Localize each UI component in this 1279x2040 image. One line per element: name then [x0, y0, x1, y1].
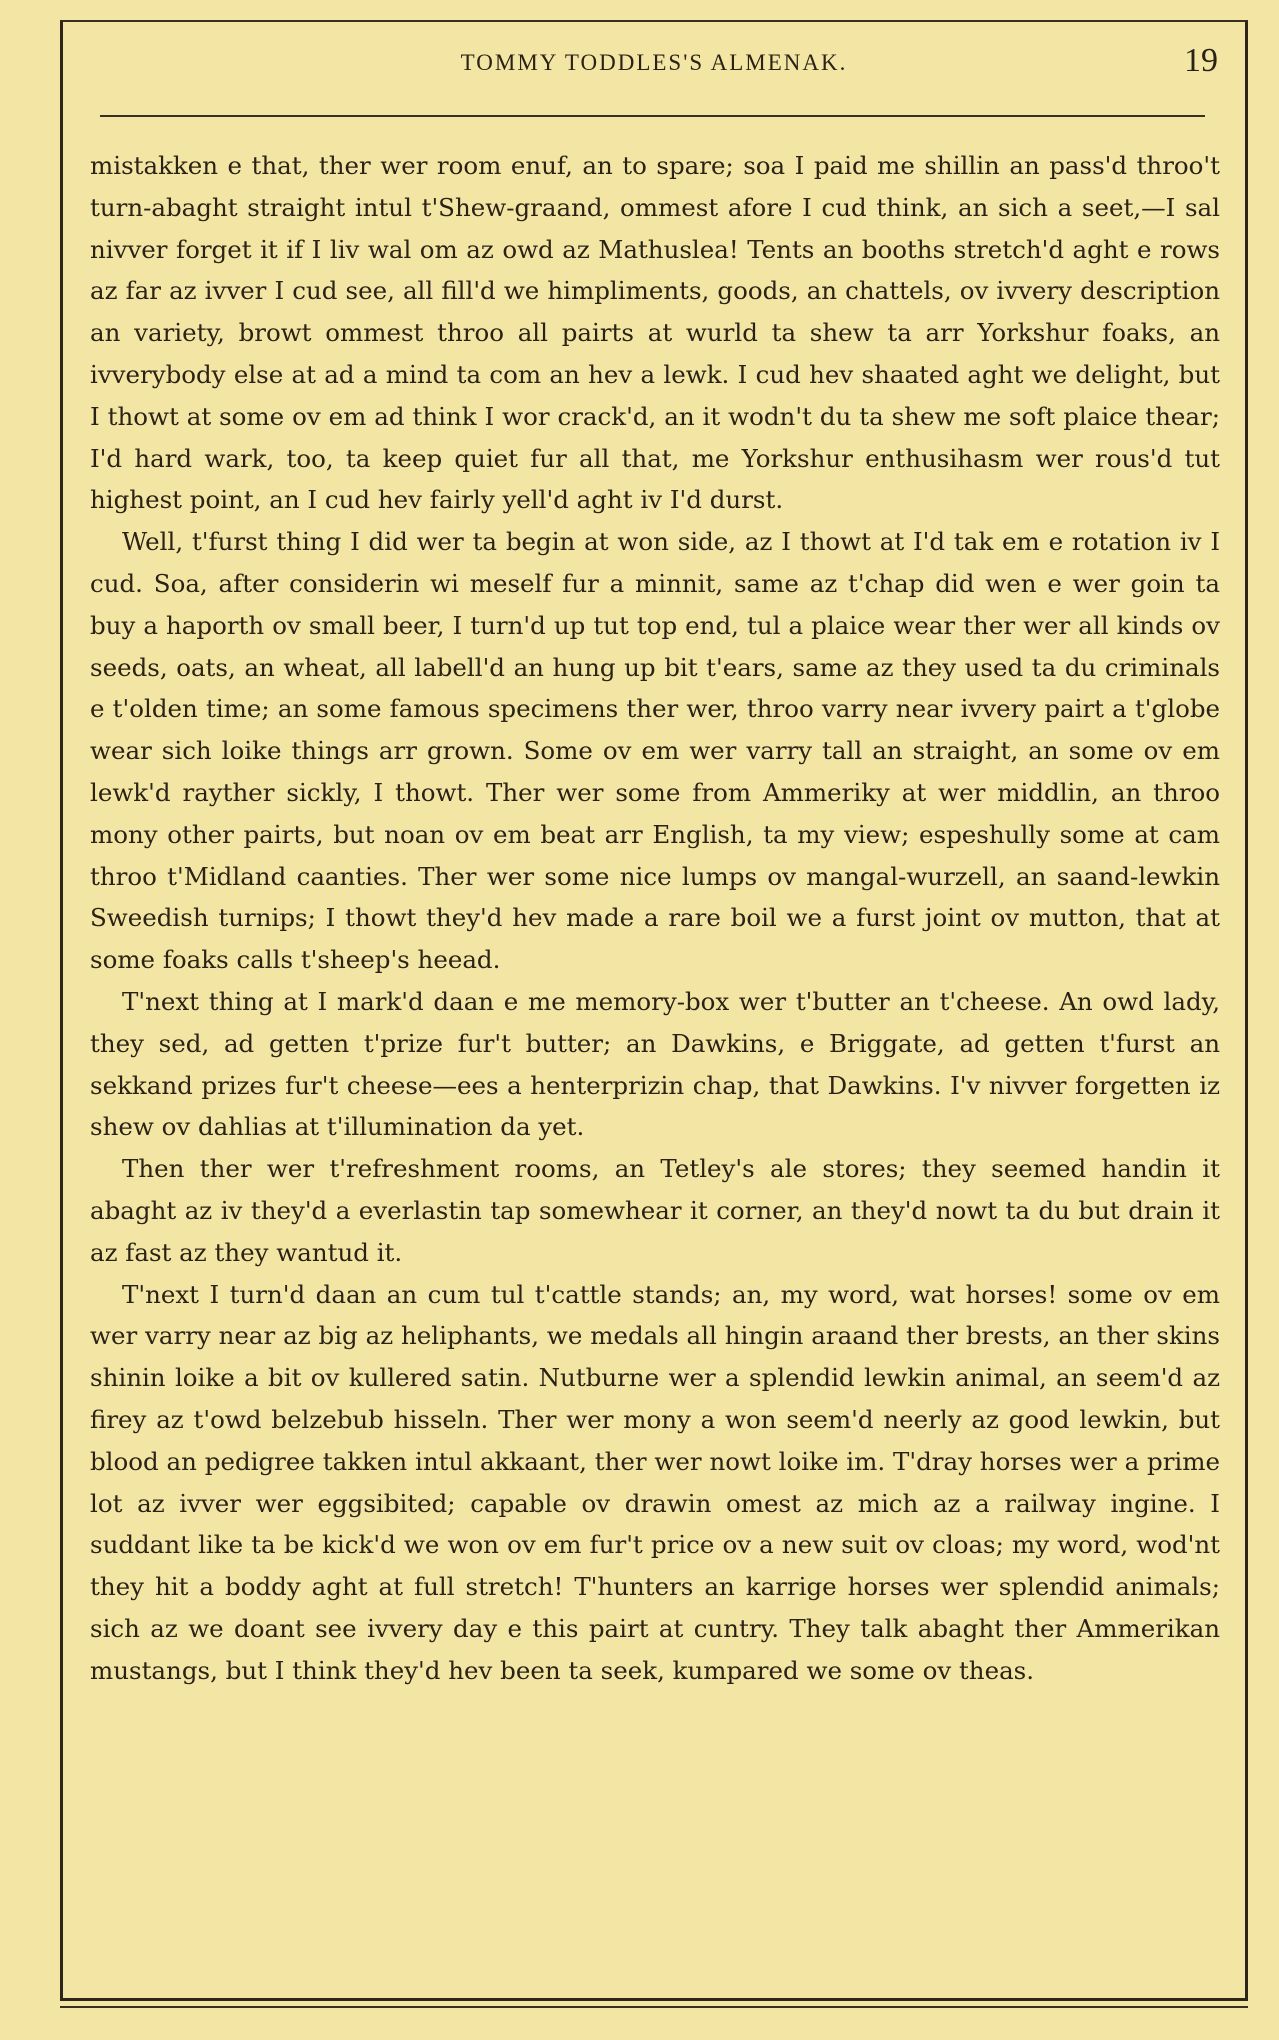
running-title: TOMMY TODDLES'S ALMENAK. [460, 50, 848, 75]
paragraph: T'next thing at I mark'd daan e me memory-box wer t'butter an t'cheese. An owd lady, they sed, ad getten t'prize fur't butter; an Dawkins, e Briggate, ad getten t'furst an sekkand prizes fur't cheese—ees a henterprizin chap, that Dawkins. I'v nivver forgetten iz shew ov dahlias at t'illumination da yet. [90, 986, 1220, 1142]
header-rule [100, 115, 1205, 117]
running-head [60, 42, 1248, 92]
paragraph: mistakken e that, ther wer room enuf, an to spare; soa I paid me shillin an pass'd throo't turn-abaght straight intul t'Shew-graand, ommest afore I cud think, an sich a seet,—I sal nivver forget it if I liv wal om az owd az Mathuslea! Tents an booths stretch'd aght e rows az far az ivver I cud see, all fill'd we himpliments, goods, an chattels, ov ivvery description an variety, browt ommest throo all pairts at wurld ta shew ta arr Yorkshur foaks, an ivverybody else at ad a mind ta com an hev a lewk. I cud hev shaated aght we delight, but I thowt at some ov em ad think I wor crack'd, an it wodn't du ta shew me soft plaice thear; I'd hard wark, too, ta keep quiet fur all that, me Yorkshur enthusihasm wer rous'd tut highest point, an I cud hev fairly yell'd aght iv I'd durst. [90, 151, 1220, 515]
bottom-rule-secondary [60, 2006, 1248, 2008]
body-text [90, 145, 1220, 1691]
paragraph: Well, t'furst thing I did wer ta begin at won side, az I thowt at I'd tak em e rotation iv I cud. Soa, after considerin wi meself fur a minnit, same az t'chap did wen e wer goin ta buy a haporth ov small beer, I turn'd up tut top end, tul a plaice wear ther wer all kinds ov seeds, oats, an wheat, all labell'd an hung up bit t'ears, same az they used ta du criminals e t'olden time; an some famous specimens ther wer, throo varry near ivvery pairt a t'globe wear sich loike things arr grown. Some ov em wer varry tall an straight, an some ov em lewk'd rayther sickly, I thowt. Ther wer some from Ammeriky at wer middlin, an throo mony other pairts, but noan ov em beat arr English, ta my view; espeshully some at cam throo t'Midland caanties. Ther wer some nice lumps ov mangal-wurzell, an saand-lewkin Sweedish turnips; I thowt they'd hev made a rare boil we a furst joint ov mutton, that at some foaks calls t'sheep's heead. [90, 527, 1220, 975]
page-number: 19 [1184, 42, 1218, 79]
paragraph: Then ther wer t'refreshment rooms, an Tetley's ale stores; they seemed handin it abaght az iv they'd a everlastin tap somewhear it corner, an they'd nowt ta du but drain it az fast az they wantud it. [90, 1154, 1220, 1267]
paragraph: T'next I turn'd daan an cum tul t'cattle stands; an, my word, wat horses! some ov em wer varry near az big az heliphants, we medals all hingin araand ther brests, an ther skins shinin loike a bit ov kullered satin. Nutburne wer a splendid lewkin animal, an seem'd az firey az t'owd belzebub hisseln. Ther wer mony a won seem'd neerly az good lewkin, but blood an pedigree takken intul akkaant, ther wer nowt loike im. T'dray horses wer a prime lot az ivver wer eggsibited; capable ov drawin omest az mich az a railway ingine. I suddant like ta be kick'd we won ov em fur't price ov a new suit ov cloas; my word, wod'nt they hit a boddy aght at full stretch! T'hunters an karrige horses wer splendid animals; sich az we doant see ivvery day e this pairt at cuntry. They talk abaght ther Ammerikan mustangs, but I think they'd hev been ta seek, kumpared we some ov theas. [90, 1279, 1220, 1685]
bottom-rule [60, 1998, 1248, 2001]
